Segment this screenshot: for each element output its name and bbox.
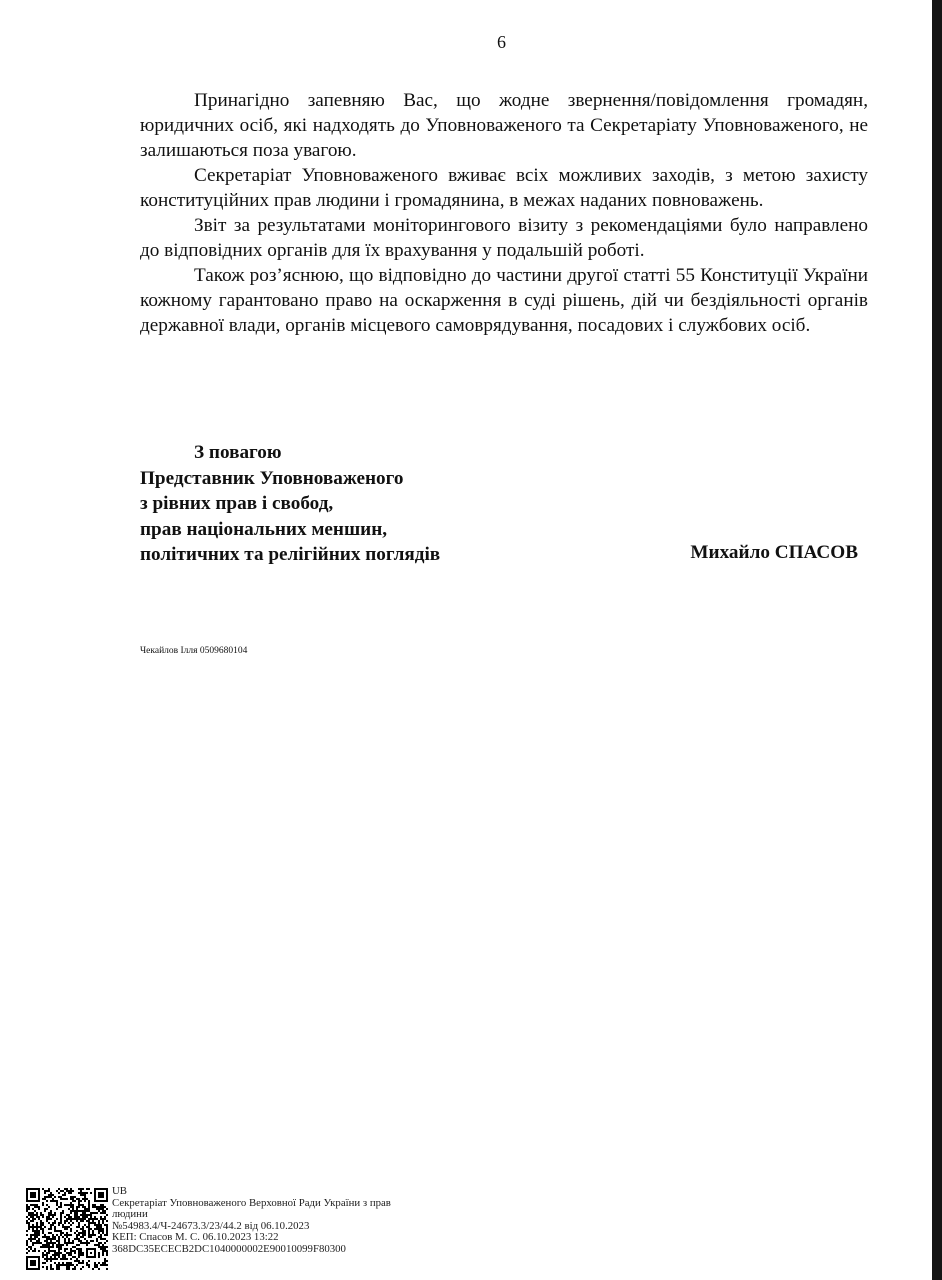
title-line-4: політичних та релігійних поглядів: [140, 544, 441, 565]
e-signature-stamp: [112, 1186, 391, 1256]
stamp-line: людини: [112, 1208, 148, 1221]
stamp-line: UB: [112, 1185, 127, 1197]
title-line-3: прав національних меншин,: [140, 518, 388, 540]
stamp-line: Секретаріат Уповноваженого Верховної Ради України з прав: [112, 1196, 391, 1209]
closing-block: [140, 440, 440, 568]
signer-name: Михайло СПАСОВ: [690, 542, 858, 563]
title-line-1: Представник Уповноваженого: [140, 467, 404, 489]
paragraph-report: Звіт за результатами моніторингового візиту з рекомендаціями було направлено до відповідних органів для їх врахування у подальшій роботі.: [140, 215, 868, 261]
regards-text: З повагою: [194, 442, 282, 463]
paragraph-appeal-rights: Також роз’яснюю, що відповідно до частини другої статті 55 Конституції України кожному гарантовано право на оскарження в суді рішень, дій чи бездіяльності органів державної влади, органів місцевого самоврядування, посадових і службових осіб.: [140, 265, 868, 336]
page-number: 6: [497, 32, 506, 52]
stamp-line: 368DC35ECECB2DC1040000002E90010099F80300: [112, 1242, 346, 1255]
paragraph-assurance: Принагідно запевняю Вас, що жодне звернення/повідомлення громадян, юридичних осіб, які надходять до Уповноваженого та Секретаріату Уповноваженого, не залишаються поза увагою.: [140, 90, 868, 161]
executor-contact: Чекайлов Ілля 0509680104: [140, 646, 248, 656]
qr-code-icon: [26, 1188, 108, 1270]
scan-edge: [932, 0, 942, 1280]
stamp-line: КЕП: Спасов М. С. 06.10.2023 13:22: [112, 1231, 279, 1244]
stamp-line: №54983.4/Ч-24673.3/23/44.2 від 06.10.2023: [112, 1219, 310, 1232]
letter-body: [140, 88, 868, 338]
paragraph-measures: Секретаріат Уповноваженого вживає всіх можливих заходів, з метою захисту конституційних прав людини і громадянина, в межах наданих повноважень.: [140, 165, 868, 211]
title-line-2: з рівних прав і свобод,: [140, 493, 334, 514]
